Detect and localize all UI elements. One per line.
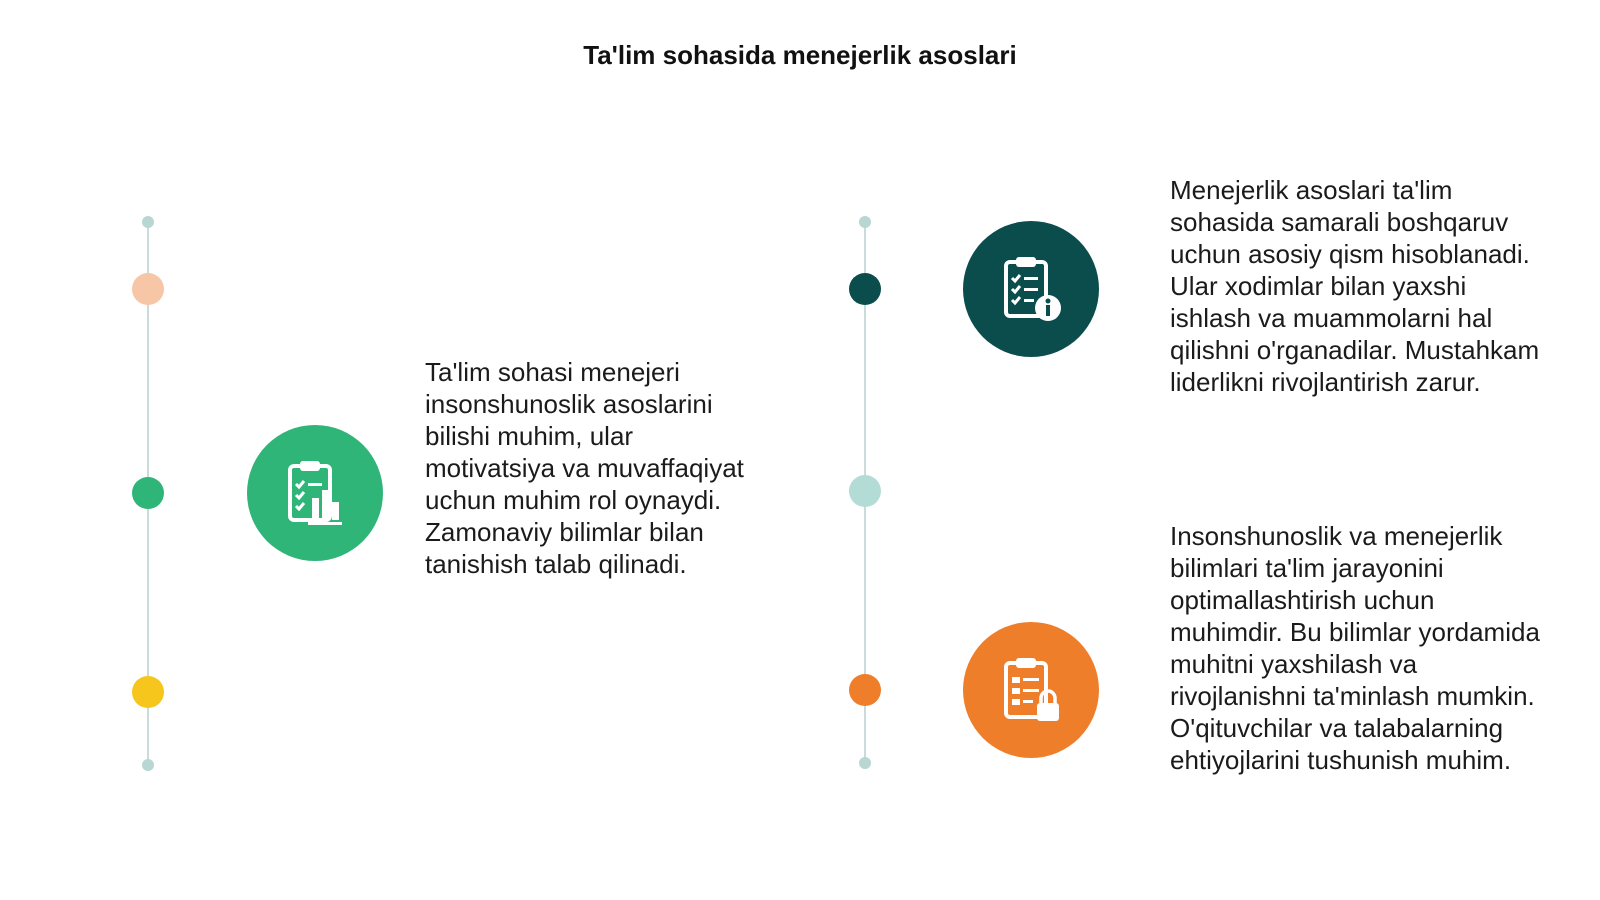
item-text: Menejerlik asoslari ta'lim sohasida samarali boshqaruv uchun asosiy qism hisoblanadi. Ular xodimlar bilan yaxshi ishlash va muammolarni hal qilishni o'rganadilar. Mustahkam liderlikni rivojlantirish zarur. [1170,175,1540,397]
page-title: Ta'lim sohasida menejerlik asoslari [583,40,1017,70]
item-text: Insonshunoslik va menejerlik bilimlari ta'lim jarayonini optimallashtirish uchun muhimdir. Bu bilimlar yordamida muhitni yaxshilash va rivojlanishni ta'minlash mumkin. O'qituvchilar va talabalarning ehtiyojlarini tushunish muhim. [1170,521,1540,775]
clipboard-lock-icon [996,655,1066,725]
clipboard-chart-icon [247,425,383,561]
clipboard-info-icon [963,221,1099,357]
clipboard-info-icon [996,254,1066,324]
item-text: Ta'lim sohasi menejeri insonshunoslik asoslarini bilishi muhim, ular motivatsiya va muvaffaqiyat uchun muhim rol oynaydi. Zamonaviy bilimlar bilan tanishish talab qilinadi. [425,357,744,579]
timeline-dot-peach [132,273,164,305]
timeline-dot-teal [849,273,881,305]
timeline-dot-mint [849,475,881,507]
timeline-dot-orange [849,674,881,706]
timeline-dot-green [132,477,164,509]
timeline-end-dot [859,757,871,769]
timeline-end-dot [142,216,154,228]
clipboard-chart-icon [280,458,350,528]
clipboard-lock-icon [963,622,1099,758]
timeline-end-dot [859,216,871,228]
timeline-dot-yellow [132,676,164,708]
timeline-end-dot [142,759,154,771]
